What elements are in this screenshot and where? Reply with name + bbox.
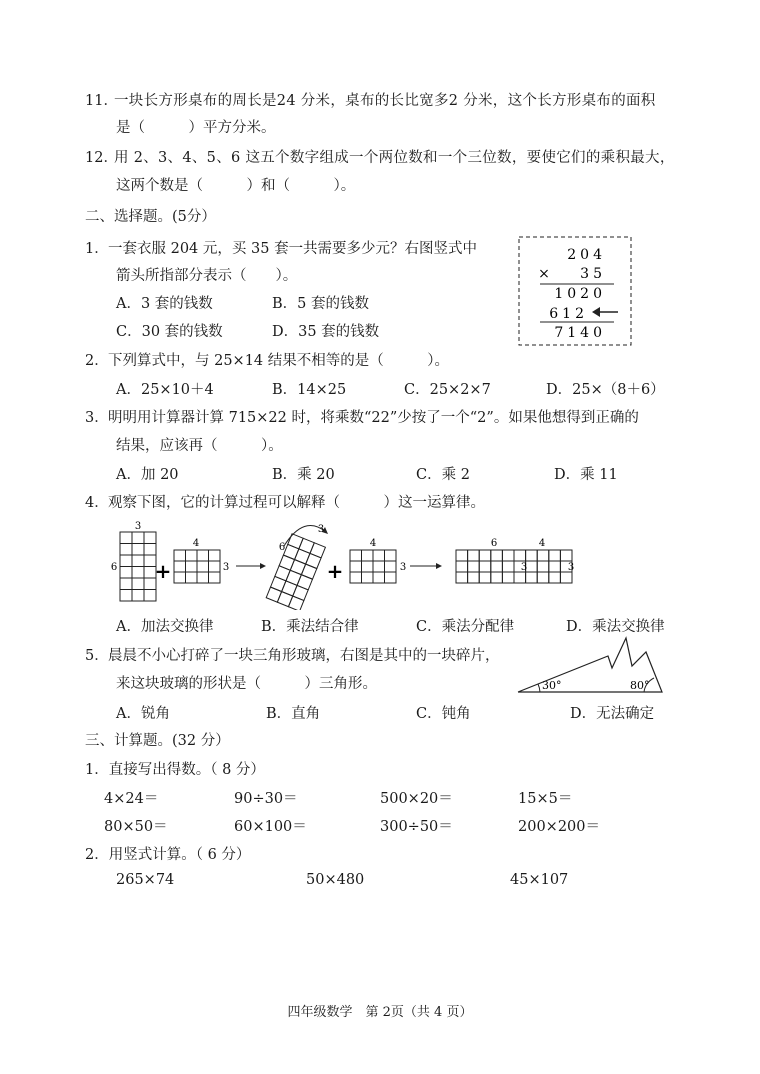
- grid-cell: [502, 550, 514, 561]
- grid-cell: [120, 578, 132, 590]
- grid-cell: [468, 550, 480, 561]
- s2-q2-line1: 下列算式中，与 25×14 结果不相等的是（ ）。: [108, 353, 450, 369]
- grid-cell: [373, 572, 385, 583]
- s2-q4-option-b: B．乘法结合律: [261, 619, 359, 635]
- grid-cell: [277, 592, 292, 607]
- grid-cell: [537, 561, 549, 572]
- g5-right-label: 3: [567, 562, 575, 573]
- grid-cell: [350, 550, 362, 561]
- grid-cell: [297, 575, 312, 590]
- plus-sign-2: +: [326, 559, 344, 583]
- grid-cell: [560, 550, 572, 561]
- grid-cell: [186, 561, 198, 572]
- grid-cell: [526, 572, 538, 583]
- grid-cell: [468, 561, 480, 572]
- grid-cell: [290, 560, 305, 575]
- s2-q4-option-c: C．乘法分配律: [416, 619, 515, 635]
- grid-cell: [479, 572, 491, 583]
- grid-cell: [350, 572, 362, 583]
- section-3-heading: 三、计算题。(32 分）: [85, 733, 230, 749]
- grid-cell: [288, 596, 303, 610]
- grid-cell: [186, 572, 198, 583]
- s2-q3-option-d: D．乘 11: [554, 467, 618, 483]
- oral-calc-7: 300÷50＝: [380, 819, 453, 835]
- arrow-right-icon: [260, 563, 266, 569]
- grid-cell: [514, 572, 526, 583]
- grid-cell: [456, 572, 468, 583]
- grid-cell: [502, 572, 514, 583]
- grid-cell: [197, 561, 209, 572]
- s2-q2-option-d: D．25×（8＋6）: [546, 382, 665, 398]
- g1-top-label: 3: [134, 521, 142, 532]
- s2-q3-option-a: A．加 20: [116, 467, 179, 483]
- grid-4x3-second: [350, 550, 396, 583]
- g3-top-label: 3: [317, 524, 325, 535]
- question-11-line1: 一块长方形桌布的周长是24 分米，桌布的长比宽多2 分米，这个长方形桌布的面积: [114, 93, 656, 109]
- s2-q5-line2: 来这块玻璃的形状是（ ）三角形。: [116, 676, 377, 692]
- grid-cell: [120, 567, 132, 579]
- oral-calc-5: 80×50＝: [104, 819, 168, 835]
- arrow-right-icon: [436, 563, 442, 569]
- grid-cell: [266, 587, 281, 602]
- section-2-heading: 二、选择题。(5分）: [85, 209, 216, 225]
- s2-q3-line1: 明明用计算器计算 715×22 时，将乘数“22”少按了一个“2”。如果他想得到正确的: [108, 410, 639, 426]
- grid-cell: [385, 550, 397, 561]
- calc-row3: 1020: [554, 286, 606, 302]
- s2-q5-line1: 晨晨不小心打碎了一块三角形玻璃，右图是其中的一块碎片，: [108, 648, 500, 664]
- grid-cell: [209, 550, 221, 561]
- g5-mid-label: 3: [520, 562, 528, 573]
- grid-cell: [271, 576, 286, 591]
- grid-cell: [362, 561, 374, 572]
- s2-q3-option-c: C．乘 2: [416, 467, 470, 483]
- s2-q5-option-c: C．钝角: [416, 706, 471, 722]
- angle-30-label: 30°: [542, 679, 562, 692]
- grid-cell: [197, 550, 209, 561]
- vertical-multiplication-figure: [518, 236, 632, 346]
- s2-q4-option-a: A．加法交换律: [116, 619, 214, 635]
- grid-cell: [275, 566, 290, 581]
- grid-cell: [385, 572, 397, 583]
- grid-3x6: [120, 532, 156, 601]
- page-footer: 四年级数学 第 2页（共 4 页）: [287, 1005, 473, 1020]
- s2-q5-option-a: A．锐角: [116, 706, 170, 722]
- grid-cell: [456, 561, 468, 572]
- plus-sign-1: +: [154, 559, 172, 583]
- grid-cell: [479, 561, 491, 572]
- grid-cell: [362, 572, 374, 583]
- g2-side-label: 3: [222, 562, 230, 573]
- oral-calc-3: 500×20＝: [380, 791, 453, 807]
- calc-row1: 204: [567, 247, 606, 263]
- grid-cell: [286, 570, 301, 585]
- s3-q2-title: 2．用竖式计算。（ 6 分）: [85, 847, 251, 863]
- grid-cell: [502, 561, 514, 572]
- calc-row2: 35: [580, 266, 606, 282]
- grid-cell: [283, 544, 298, 559]
- question-11-number: 11．: [85, 93, 118, 109]
- s2-q2-number: 2．: [85, 353, 109, 369]
- grid-cell: [120, 555, 132, 567]
- grid-cell: [306, 553, 321, 568]
- question-12-number: 12．: [85, 150, 118, 166]
- grid-cell: [132, 567, 144, 579]
- vertical-calc-2: 50×480: [306, 872, 365, 888]
- g2-top-label: 4: [192, 538, 200, 549]
- s2-q3-line2: 结果，应该再（ ）。: [116, 438, 283, 454]
- s2-q2-option-a: A．25×10＋4: [116, 382, 214, 398]
- s2-q2-option-c: C．25×2×7: [404, 382, 491, 398]
- grid-cell: [456, 550, 468, 561]
- oral-calc-6: 60×100＝: [234, 819, 307, 835]
- calc-times-sign: ×: [538, 266, 550, 282]
- grid-cell: [479, 550, 491, 561]
- s2-q3-number: 3．: [85, 410, 109, 426]
- grid-cell: [174, 561, 186, 572]
- broken-triangle-figure: [516, 632, 666, 696]
- grid-cell: [120, 590, 132, 602]
- grid-cell: [144, 532, 156, 544]
- grid-cell: [526, 550, 538, 561]
- grid-cell: [144, 590, 156, 602]
- grid-cell: [310, 543, 325, 558]
- grid-cell: [491, 550, 503, 561]
- grid-cell: [373, 561, 385, 572]
- grid-cell: [132, 555, 144, 567]
- s3-q1-title: 1．直接写出得数。（ 8 分）: [85, 762, 265, 778]
- grid-cell: [295, 549, 310, 564]
- g5-top-right-label: 4: [538, 538, 546, 549]
- grid-cell: [132, 590, 144, 602]
- vertical-calc-3: 45×107: [510, 872, 569, 888]
- s2-q3-option-b: B．乘 20: [272, 467, 335, 483]
- grid-rotated: [266, 534, 325, 610]
- grid-cell: [288, 534, 303, 549]
- calc-row4: 612: [549, 306, 588, 322]
- oral-calc-2: 90÷30＝: [234, 791, 298, 807]
- question-12-line2: 这两个数是（ ）和（ ）。: [116, 178, 356, 194]
- grid-cell: [491, 572, 503, 583]
- grid-cell: [526, 561, 538, 572]
- grid-cell: [537, 550, 549, 561]
- question-12-line1: 用 2、3、4、5、6 这五个数字组成一个两位数和一个三位数，要使它们的乘积最大，: [114, 150, 675, 166]
- grid-cell: [385, 561, 397, 572]
- grid-cell: [209, 561, 221, 572]
- grid-cell: [549, 572, 561, 583]
- grid-cell: [282, 581, 297, 596]
- grid-cell: [132, 578, 144, 590]
- grid-cell: [301, 564, 316, 579]
- grid-cell: [120, 544, 132, 556]
- grid-cell: [293, 585, 308, 600]
- grid-cell: [514, 550, 526, 561]
- s2-q5-option-d: D．无法确定: [570, 706, 655, 722]
- grid-cell: [560, 572, 572, 583]
- g4-side-label: 3: [399, 562, 407, 573]
- s2-q4-number: 4．: [85, 495, 109, 511]
- s2-q1-option-b: B．5 套的钱数: [272, 296, 369, 312]
- oral-calc-8: 200×200＝: [518, 819, 601, 835]
- grid-cell: [174, 572, 186, 583]
- distributive-law-grid-figure: [108, 518, 678, 610]
- g4-top-label: 4: [369, 538, 377, 549]
- question-11-line2: 是（ ）平方分米。: [116, 120, 276, 136]
- grid-cell: [373, 550, 385, 561]
- s2-q2-option-b: B．14×25: [272, 382, 347, 398]
- grid-cell: [209, 572, 221, 583]
- grid-4x3: [174, 550, 220, 583]
- vertical-calc-1: 265×74: [116, 872, 175, 888]
- grid-cell: [537, 572, 549, 583]
- s2-q1-option-c: C．30 套的钱数: [116, 324, 223, 340]
- s2-q1-line1: 一套衣服 204 元，买 35 套一共需要多少元？右图竖式中: [108, 241, 478, 257]
- s2-q1-option-a: A．3 套的钱数: [116, 296, 213, 312]
- s2-q1-number: 1．: [85, 241, 109, 257]
- grid-cell: [468, 572, 480, 583]
- grid-cell: [132, 532, 144, 544]
- s2-q4-line1: 观察下图，它的计算过程可以解释（ ）这一运算律。: [108, 495, 485, 511]
- grid-cell: [144, 544, 156, 556]
- s2-q5-option-b: B．直角: [266, 706, 321, 722]
- g3-side-label: 6: [278, 542, 286, 553]
- grid-cell: [491, 561, 503, 572]
- s2-q1-line2: 箭头所指部分表示（ ）。: [116, 268, 298, 284]
- grid-cell: [279, 555, 294, 570]
- grid-cell: [299, 538, 314, 553]
- arrow-left-icon: [592, 307, 600, 317]
- grid-cell: [120, 532, 132, 544]
- s2-q1-option-d: D．35 套的钱数: [272, 324, 380, 340]
- grid-cell: [186, 550, 198, 561]
- oral-calc-4: 15×5＝: [518, 791, 573, 807]
- calc-row5: 7140: [554, 325, 606, 341]
- grid-cell: [132, 544, 144, 556]
- grid-cell: [197, 572, 209, 583]
- s2-q5-number: 5．: [85, 648, 109, 664]
- oral-calc-1: 4×24＝: [104, 791, 159, 807]
- g5-top-left-label: 6: [490, 538, 498, 549]
- grid-cell: [350, 561, 362, 572]
- grid-cell: [549, 550, 561, 561]
- grid-cell: [362, 550, 374, 561]
- g1-side-label: 6: [110, 562, 118, 573]
- grid-cell: [174, 550, 186, 561]
- s2-q4-option-d: D．乘法交换律: [566, 619, 665, 635]
- angle-80-label: 80°: [630, 679, 650, 692]
- grid-combined: [456, 550, 575, 583]
- grid-cell: [549, 561, 561, 572]
